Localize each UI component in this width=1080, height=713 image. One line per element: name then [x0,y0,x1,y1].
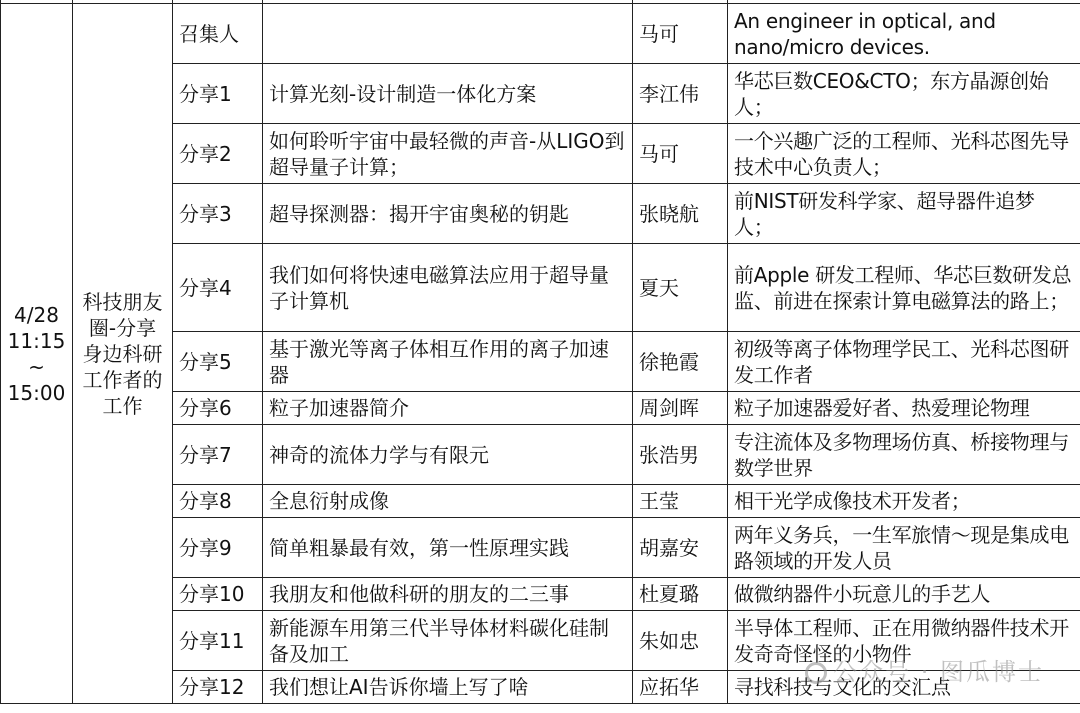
cell-desc: 相干光学成像技术开发者； [728,485,1080,518]
cell-role: 分享10 [173,578,263,611]
cell-title: 计算光刻-设计制造一体化方案 [263,64,633,124]
cell-desc: 粒子加速器爱好者、热爱理论物理 [728,392,1080,425]
cell-speaker: 王莹 [633,485,728,518]
cell-role: 分享3 [173,184,263,244]
cell-speaker: 张浩男 [633,425,728,485]
cell-desc: 半导体工程师、正在用微纳器件技术开发奇奇怪怪的小物件 [728,611,1080,671]
cell-title: 全息衍射成像 [263,485,633,518]
cell-role: 分享2 [173,124,263,184]
cell-title: 我们想让AI告诉你墙上写了啥 [263,671,633,704]
cell-speaker: 马可 [633,4,728,64]
session-time-line: ~ [28,354,45,379]
cell-title [263,4,633,64]
session-time-line: 15:00 [7,380,66,405]
cell-title: 基于激光等离子体相互作用的离子加速器 [263,332,633,392]
cell-speaker: 杜夏璐 [633,578,728,611]
session-topic-line: 身边科研 [82,341,163,366]
cell-desc: 做微纳器件小玩意儿的手艺人 [728,578,1080,611]
cell-desc: An engineer in optical, and nano/micro devices. [728,4,1080,64]
cell-title: 粒子加速器简介 [263,392,633,425]
cell-desc: 一个兴趣广泛的工程师、光科芯图先导技术中心负责人； [728,124,1080,184]
session-topic-line: 工作者的 [82,367,163,392]
cell-speaker: 张晓航 [633,184,728,244]
cell-speaker: 夏天 [633,244,728,332]
cell-desc: 专注流体及多物理场仿真、桥接物理与数学世界 [728,425,1080,485]
cell-title: 简单粗暴最有效，第一性原理实践 [263,518,633,578]
cell-role: 分享5 [173,332,263,392]
cell-role: 分享6 [173,392,263,425]
cell-desc: 寻找科技与文化的交汇点 [728,671,1080,704]
cell-title: 神奇的流体力学与有限元 [263,425,633,485]
session-topic-line: 科技朋友 [82,289,163,314]
cell-role: 分享7 [173,425,263,485]
cell-speaker: 朱如忠 [633,611,728,671]
cell-speaker: 马可 [633,124,728,184]
cell-desc: 前Apple 研发工程师、华芯巨数研发总监、前进在探索计算电磁算法的路上； [728,244,1080,332]
cell-role: 分享8 [173,485,263,518]
cell-title: 新能源车用第三代半导体材料碳化硅制备及加工 [263,611,633,671]
cell-title: 我们如何将快速电磁算法应用于超导量子计算机 [263,244,633,332]
session-time-line: 11:15 [7,328,66,353]
cell-desc: 初级等离子体物理学民工、光科芯图研发工作者 [728,332,1080,392]
cell-speaker: 李江伟 [633,64,728,124]
cell-role: 分享12 [173,671,263,704]
cell-title: 我朋友和他做科研的朋友的二三事 [263,578,633,611]
cell-role: 召集人 [173,4,263,64]
table-row [1,4,1080,64]
cell-desc: 前NIST研发科学家、超导器件追梦人； [728,184,1080,244]
cell-desc: 两年义务兵，一生军旅情～现是集成电路领域的开发人员 [728,518,1080,578]
cell-role: 分享4 [173,244,263,332]
cell-speaker: 胡嘉安 [633,518,728,578]
session-topic-line: 工作 [102,393,143,418]
cell-title: 超导探测器：揭开宇宙奥秘的钥匙 [263,184,633,244]
cell-title: 如何聆听宇宙中最轻微的声音-从LIGO到超导量子计算； [263,124,633,184]
cell-role: 分享11 [173,611,263,671]
session-time [1,4,73,704]
session-topic [73,4,173,704]
session-time-line: 4/28 [14,302,59,327]
cell-role: 分享1 [173,64,263,124]
cell-speaker: 徐艳霞 [633,332,728,392]
session-topic-line: 圈-分享 [88,315,157,340]
cell-speaker: 周剑晖 [633,392,728,425]
cell-speaker: 应拓华 [633,671,728,704]
cell-role: 分享9 [173,518,263,578]
cell-desc: 华芯巨数CEO&CTO；东方晶源创始人； [728,64,1080,124]
watermark-text: 公众号 · 图瓜博士 [833,658,1044,686]
